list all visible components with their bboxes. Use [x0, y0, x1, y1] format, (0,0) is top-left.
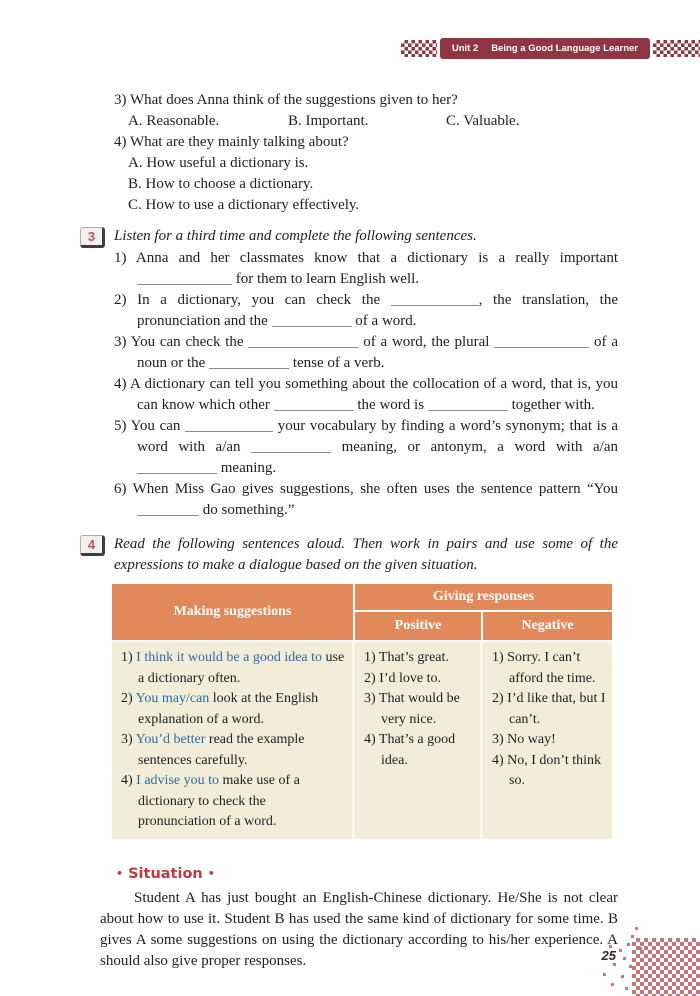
question-4-options [114, 153, 618, 216]
page-number: 25 [601, 948, 616, 963]
header-negative: Negative [521, 617, 574, 633]
positive-response-item: 2) I’d love to. [364, 670, 441, 686]
fill-blank [137, 503, 199, 516]
header-giving-responses-group [355, 584, 612, 640]
situation-label: • Situation • [116, 865, 215, 882]
suggestion-item: 1) I think it would be a good idea to use a dictionary often. [121, 650, 345, 686]
fill-blank [272, 314, 352, 327]
fill-blank [391, 293, 479, 306]
fill-blank [137, 461, 217, 474]
question-4: 4) What are they mainly talking about? [114, 134, 349, 150]
highlighted-phrase: I advise you to [136, 773, 219, 788]
answer-option: A. Reasonable. [128, 113, 220, 129]
checker-pattern-right [653, 40, 700, 57]
fill-item: 1) Anna and her classmates know that a dictionary is a really important for them to learn English well. [114, 250, 618, 287]
fill-blank [209, 356, 289, 369]
expressions-table [112, 584, 612, 839]
header-giving-responses: Giving responses [355, 584, 612, 612]
fill-item: 5) You can your vocabulary by finding a word’s synonym; that is a word with a/an meaning, or antonym, a word with a/an meaning. [114, 418, 619, 476]
section-4-heading [87, 534, 618, 576]
situation-paragraph: Student A has just bought an English-Chinese dictionary. He/She is not clear about how to use it. Student B has used the same kind of dictionary for some time. B gives A some suggestions on using the dictionary according to his/her experience. A should also give proper responses. [100, 889, 618, 969]
question-3: 3) What does Anna think of the suggestions given to her? [114, 92, 458, 108]
section-3-heading [87, 226, 618, 247]
answer-option: A. How useful a dictionary is. [128, 155, 309, 171]
fill-blank [251, 440, 331, 453]
answer-option: B. How to choose a dictionary. [128, 176, 314, 192]
section-3-instruction: Listen for a third time and complete the following sentences. [114, 228, 477, 244]
unit-label: Unit 2 [451, 42, 479, 54]
fill-item: 2) In a dictionary, you can check the , the translation, the pronunciation and the of a word. [114, 292, 618, 329]
suggestion-item: 4) I advise you to make use of a dictionary to check the pronunciation of a word. [121, 773, 300, 829]
fill-blank [428, 398, 508, 411]
cell-positive-responses [355, 642, 483, 839]
fill-item: 6) When Miss Gao gives suggestions, she often uses the sentence pattern “You do something.” [114, 481, 618, 518]
suggestion-item: 2) You may/can look at the English explanation of a word. [121, 691, 319, 727]
suggestion-item: 3) You’d better read the example sentences carefully. [121, 732, 305, 768]
answer-option: C. Valuable. [446, 113, 520, 129]
positive-response-item: 3) That would be very nice. [364, 691, 460, 727]
fill-blank [185, 419, 273, 432]
bullet-icon: • [116, 866, 124, 880]
negative-response-item: 4) No, I don’t think so. [492, 752, 602, 788]
answer-option: B. Important. [288, 113, 369, 129]
header-positive: Positive [355, 612, 483, 640]
highlighted-phrase: I think it would be a good idea to [136, 650, 323, 665]
fill-item: 4) A dictionary can tell you something about the collocation of a word, that is, you can know which other the word is together with. [114, 376, 618, 413]
fill-blank [248, 335, 358, 348]
section-4-instruction: Read the following sentences aloud. Then work in pairs and use some of the expressions to make a dialogue based on the given situation. [114, 536, 618, 573]
fill-blank [137, 272, 232, 285]
cell-making-suggestions [112, 642, 355, 839]
cell-negative-responses [483, 642, 612, 839]
fill-blank [274, 398, 354, 411]
answer-option: C. How to use a dictionary effectively. [128, 197, 360, 213]
section-4-badge: 4 [80, 535, 105, 556]
fill-in-sentences [114, 248, 618, 521]
header-making-suggestions: Making suggestions [112, 584, 355, 640]
corner-dots-scatter [627, 943, 630, 946]
positive-response-item: 1) That’s great. [364, 650, 449, 665]
positive-response-item: 4) That’s a good idea. [364, 732, 456, 768]
question-3-options [114, 111, 618, 132]
table-body [112, 640, 612, 839]
negative-response-item: 2) I’d like that, but I can’t. [492, 691, 606, 727]
unit-title: Being a Good Language Learner [491, 42, 638, 54]
bullet-icon: • [207, 866, 215, 880]
fill-blank [494, 335, 589, 348]
page-content [87, 0, 619, 972]
corner-dots-pattern [632, 938, 700, 996]
highlighted-phrase: You may/can [135, 691, 210, 706]
section-3-badge: 3 [80, 227, 105, 248]
negative-response-item: 3) No way! [492, 732, 556, 747]
table-header [112, 584, 612, 640]
fill-item: 3) You can check the of a word, the plural of a noun or the tense of a verb. [114, 334, 619, 371]
situation-section [100, 863, 618, 972]
negative-response-item: 1) Sorry. I can’t afford the time. [492, 650, 596, 686]
highlighted-phrase: You’d better [135, 732, 206, 747]
